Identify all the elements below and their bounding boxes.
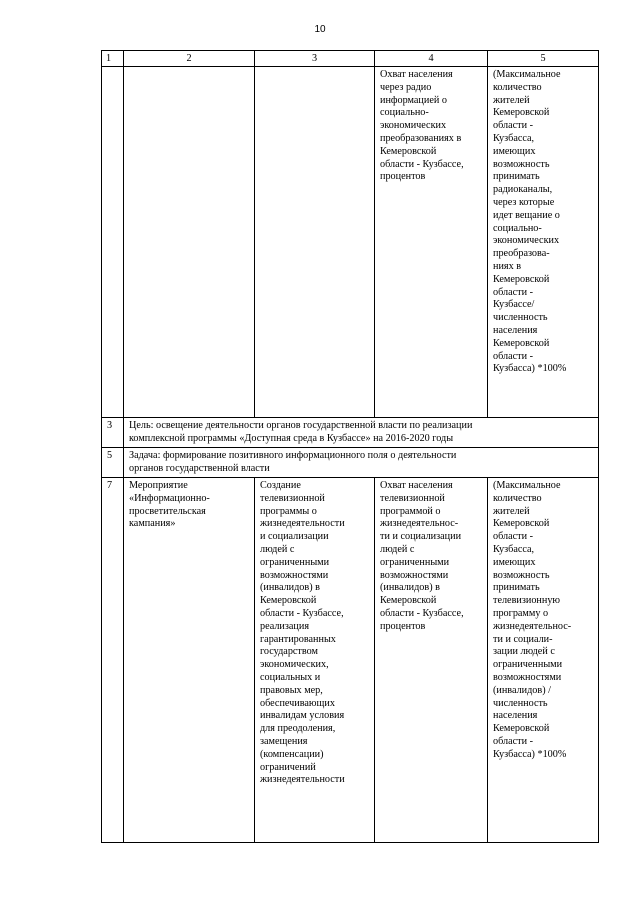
goal-number-cell: 3 — [102, 418, 124, 448]
header-row — [102, 51, 599, 67]
task-text-cell: Задача: формирование позитивного информационного поля о деятельности органов государственной власти — [124, 448, 599, 478]
measure-indicator-cell: Охват населения телевизионной программой о жизнедеятельнос- ти и социализации людей с ограниченными возможностями (инвалидов) в Кемеровской области - Кузбассе, процентов — [375, 478, 488, 843]
description-cell — [255, 67, 375, 418]
table-row-task — [102, 448, 599, 478]
event-cell — [124, 67, 255, 418]
indicator-name-cell: Охват населения через радио информацией о социально- экономических преобразованиях в Кемеровской области - Кузбассе, процентов — [375, 67, 488, 418]
task-number-cell: 5 — [102, 448, 124, 478]
goal-text-cell: Цель: освещение деятельности органов государственной власти по реализации комплексной программы «Доступная среда в Кузбассе» на 2016-2020 годы — [124, 418, 599, 448]
row-number-cell — [102, 67, 124, 418]
header-cell-5: 5 — [488, 51, 599, 67]
table-row-radio-indicator — [102, 67, 599, 418]
header-cell-4: 4 — [375, 51, 488, 67]
header-cell-3: 3 — [255, 51, 375, 67]
measure-name-cell: Мероприятие «Информационно- просветительская кампания» — [124, 478, 255, 843]
header-cell-1: 1 — [102, 51, 124, 67]
measure-number-cell: 7 — [102, 478, 124, 843]
measure-formula-cell: (Максимальное количество жителей Кемеровской области - Кузбасса, имеющих возможность принимать телевизионную программу о жизнедеятельнос- ти и социали- зации людей с ограниченными возможностями (инвалидов) / численность населения Кемеровской области - Кузбасса) *100% — [488, 478, 599, 843]
indicator-formula-cell: (Максимальное количество жителей Кемеровской области - Кузбасса, имеющих возможность принимать радиоканалы, через которые идет вещание о социально- экономических преобразова- ниях в Кемеровской области - Кузбассе/ численность населения Кемеровской области - Кузбасса) *100% — [488, 67, 599, 418]
header-cell-2: 2 — [124, 51, 255, 67]
page-number: 10 — [314, 24, 326, 35]
measure-description-cell: Создание телевизионной программы о жизнедеятельности и социализации людей с ограниченными возможностями (инвалидов) в Кемеровской области - Кузбассе, реализация гарантированных государством экономических, социальных и правовых мер, обеспечивающих инвалидам условия для преодоления, замещения (компенсации) ограничений жизнедеятельности — [255, 478, 375, 843]
table-row-measure — [102, 478, 599, 843]
indicators-table — [101, 50, 599, 843]
table-row-goal — [102, 418, 599, 448]
